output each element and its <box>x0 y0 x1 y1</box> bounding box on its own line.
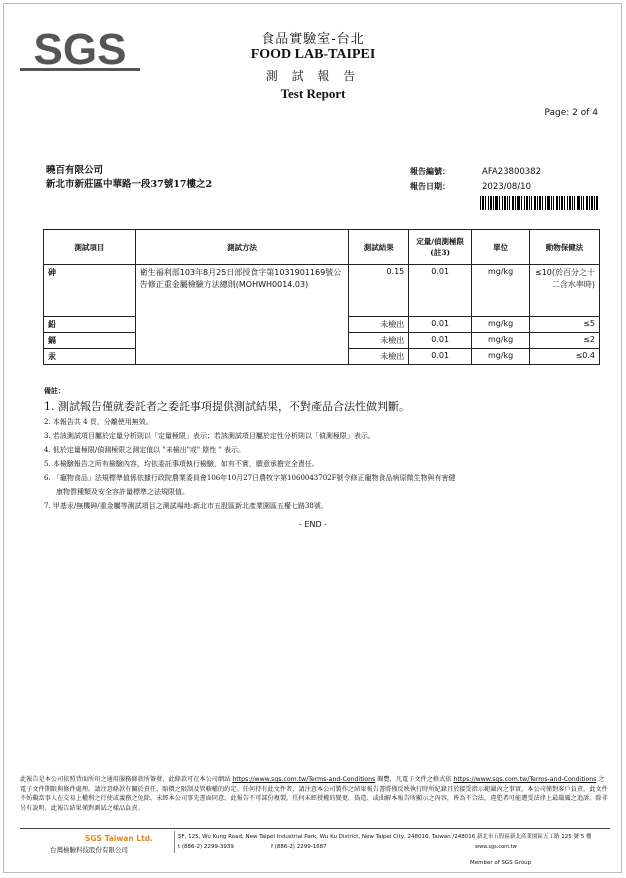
row-unit: mg/kg <box>472 265 530 317</box>
end-marker: - END - <box>298 520 328 529</box>
disclaimer <box>20 775 610 813</box>
row-limit: 0.01 <box>409 317 472 333</box>
table-header-row <box>44 230 600 265</box>
col-header-unit: 單位 <box>472 230 530 265</box>
footer-divider <box>20 828 610 829</box>
footer-website: www.sgs.com.tw <box>475 844 517 850</box>
footer-phone: t (886-2) 2299-3939 <box>178 844 234 850</box>
results-table <box>43 229 600 365</box>
notes-block <box>44 384 604 513</box>
report-number: AFA23800382 <box>482 167 542 177</box>
row-regulation: ≤5 <box>530 317 600 333</box>
col-header-result: 測試結果 <box>349 230 409 265</box>
note-item: 3. 若該測試項目屬於定量分析則以「定量極限」表示；若該測試項目屬於定性分析則以「偵測極限」表示。 <box>44 432 375 440</box>
barcode <box>480 196 598 210</box>
client-block <box>46 164 212 192</box>
row-result: 未檢出 <box>349 349 409 365</box>
note-item: 康物質種類及安全容許量標準之法規限值。 <box>56 488 189 496</box>
row-method: 衛生福利部103年8月25日部授食字第1031901169號公告修正重金屬檢驗方法總則(MOHWH0014.03) <box>135 265 349 365</box>
footer-fax: f (886-2) 2299-1687 <box>271 844 327 850</box>
disclaimer-text: 之電子文件期限與條件處理。請注意條款有關於責任、賠償之限制及管轄權的約定。任何持有此文件者，請注意本公司製作之結果報告書將僅反映執行時所紀錄且於接受指示範圍內之事實。本公司僅對客戶負責，此文件不妨礙當事人在交易上權利之行使或義務之免除。未經本公司事先書面同意，此報告不可部份複製。任何未經授權的變更、偽造、或曲解本報告所顯示之內容，皆為不合法，違犯者可能遭受法律上最嚴厲之追訴。除非另有說明，此報告結果僅對測試之樣品負責。 <box>20 776 608 812</box>
client-address: 新北市新莊區中華路一段37號17樓之2 <box>46 179 213 190</box>
row-regulation: ≤10(於百分之十二含水率時) <box>530 265 600 317</box>
footer-address: 5F, 125, Wu Kung Road, New Taipei Industrial Park, Wu Ku District, New Taipei City, 248016, Taiwan /248016 新北市五股區新北產業園區五工路 125 號 5 樓 <box>178 834 592 840</box>
lab-name-zh: 食品實驗室-台北 <box>261 32 365 47</box>
row-item: 鉛 <box>44 317 136 333</box>
row-result: 未檢出 <box>349 317 409 333</box>
footer-separator <box>174 831 175 853</box>
col-header-regulation: 動物保健法 <box>530 230 600 265</box>
row-unit: mg/kg <box>472 349 530 365</box>
row-regulation: ≤0.4 <box>530 349 600 365</box>
client-name: 曉百有限公司 <box>46 165 104 176</box>
row-unit: mg/kg <box>472 317 530 333</box>
col-header-method: 測試方法 <box>135 230 349 265</box>
report-title-zh: 測 試 報 告 <box>265 69 361 83</box>
notes-title: 備註： <box>44 386 65 395</box>
note-item: 6. 「寵物食品」法規標準值係依據行政院農業委員會106年10月27日農牧字第1060043702F號令修正寵物食品病原微生物與有害健 <box>44 474 456 482</box>
report-date-label: 報告日期： <box>410 181 450 191</box>
footer-company-en: SGS Taiwan Ltd. <box>85 834 153 843</box>
row-unit: mg/kg <box>472 333 530 349</box>
page-number: Page: 2 of 4 <box>544 108 598 118</box>
footer-member: Member of SGS Group <box>470 860 532 866</box>
note-item: 5. 本檢驗報告之所有檢驗內容，均依委託事項執行檢驗，如有不實，願意承擔完全責任。 <box>44 460 319 468</box>
disclaimer-text: 閱覽，凡電子文件之格式依 <box>377 776 452 783</box>
row-limit: 0.01 <box>409 349 472 365</box>
row-regulation: ≤2 <box>530 333 600 349</box>
disclaimer-text: 此報告是本公司依照背面所印之通用服務條款所簽發，此條款可在本公司網站 <box>20 776 231 783</box>
terms-link[interactable]: https://www.sgs.com.tw/Terms-and-Conditions <box>232 776 376 783</box>
row-result: 未檢出 <box>349 333 409 349</box>
terms-link[interactable]: https://www.sgs.com.tw/Terms-and-Conditions <box>453 776 597 783</box>
note-item: 1. 測試報告僅就委託者之委託事項提供測試結果，不對產品合法性做判斷。 <box>44 400 410 413</box>
svg-text:SGS: SGS <box>33 25 127 74</box>
row-limit: 0.01 <box>409 265 472 317</box>
report-date: 2023/08/10 <box>482 182 531 192</box>
row-result: 0.15 <box>349 265 409 317</box>
row-item: 汞 <box>44 349 136 365</box>
note-item: 2. 本報告共 4 頁，分離使用無效。 <box>44 418 153 426</box>
lab-name-en: FOOD LAB-TAIPEI <box>250 47 376 62</box>
report-title-en: Test Report <box>280 86 346 101</box>
row-item: 鎘 <box>44 333 136 349</box>
col-header-item: 測試項目 <box>44 230 136 265</box>
report-number-label: 報告編號： <box>410 166 450 176</box>
row-limit: 0.01 <box>409 333 472 349</box>
table-row <box>44 265 600 317</box>
row-item: 砷 <box>44 265 136 317</box>
note-item: 4. 低於定量極限/偵測極限之測定值以 "未檢出"或" 陰性 " 表示。 <box>44 446 246 454</box>
footer-company-zh: 台灣檢驗科技股份有限公司 <box>50 846 128 854</box>
note-item: 7. 甲基汞/無機砷/重金屬等測試項目之測試場地:新北市五股區新北產業園區五權七路38號。 <box>44 502 328 510</box>
report-meta <box>410 164 541 194</box>
col-header-limit: 定量/偵測極限(註3) <box>409 230 472 265</box>
